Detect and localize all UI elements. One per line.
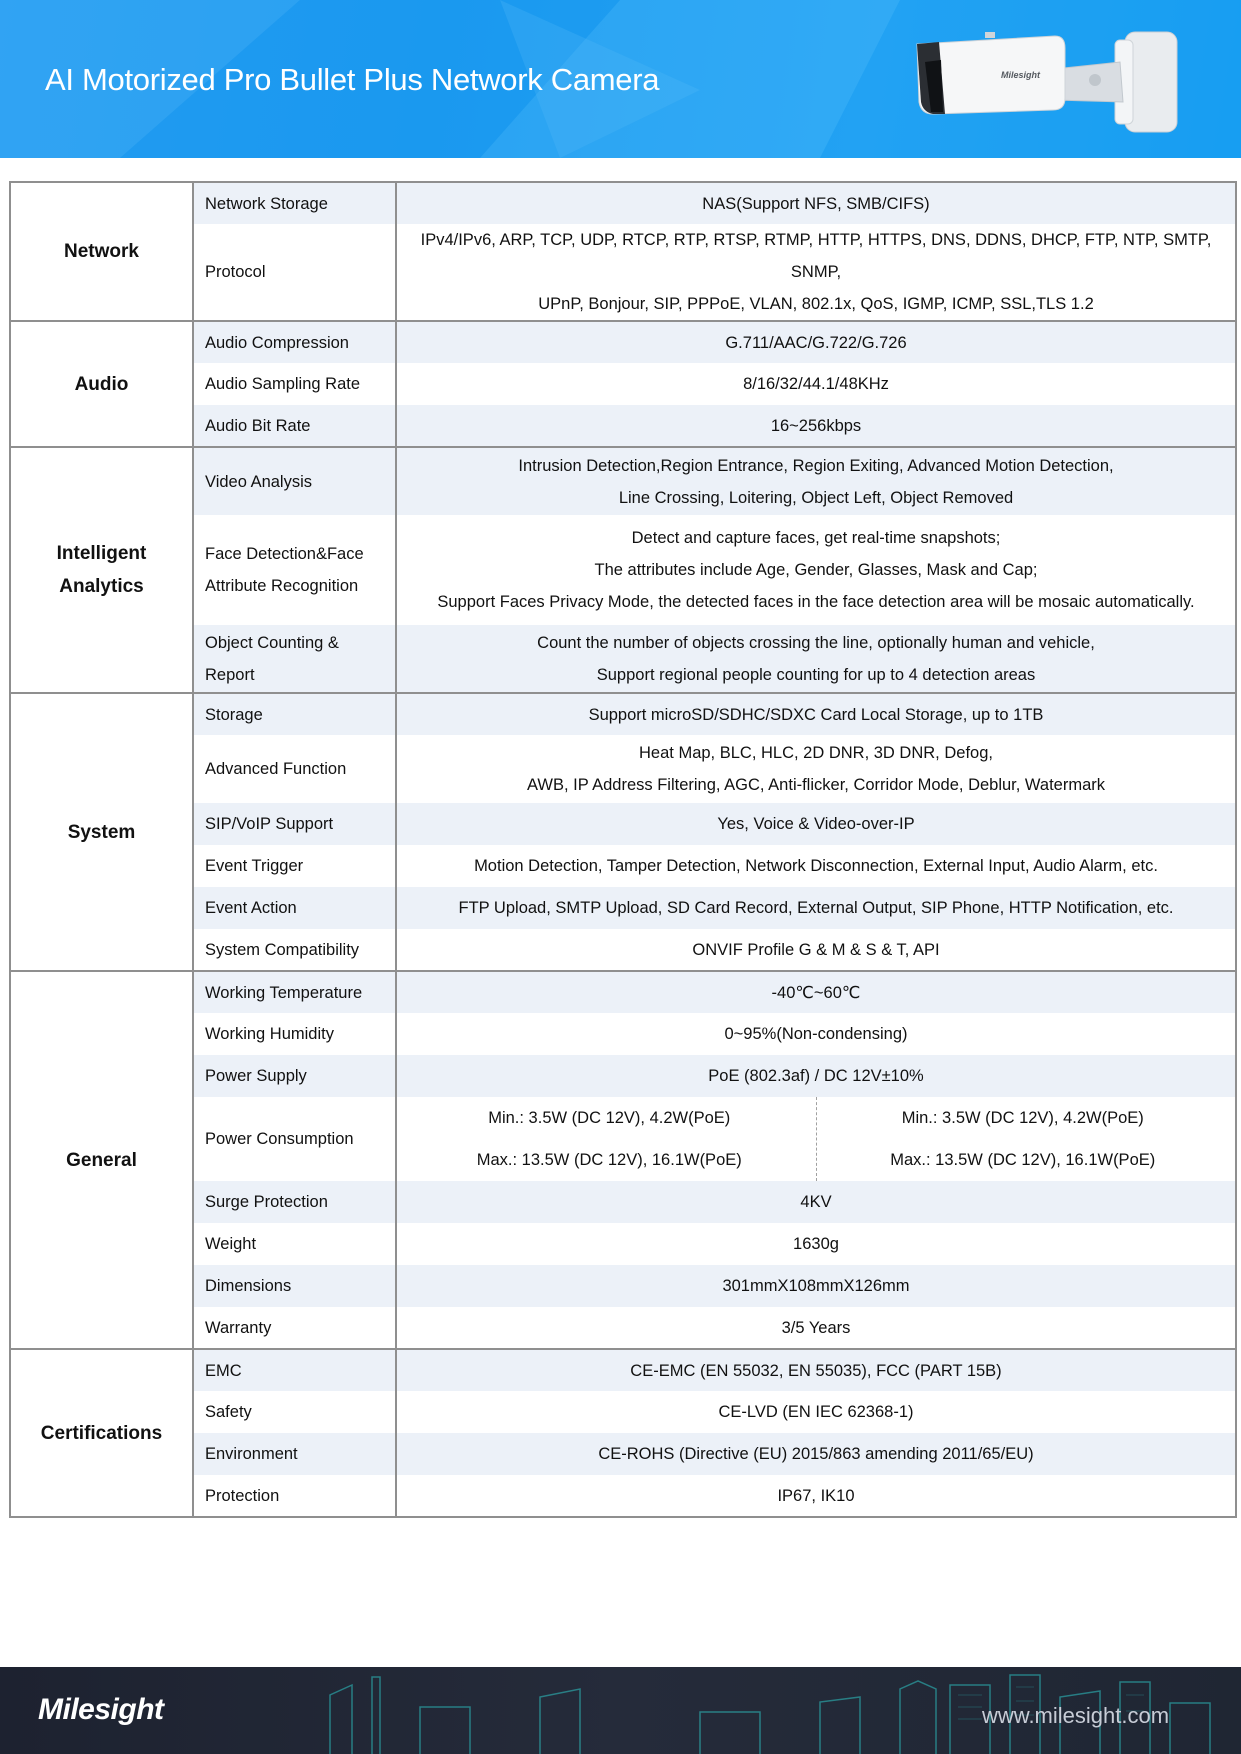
value-line: 16~256kbps — [770, 416, 862, 435]
spec-row — [10, 845, 1236, 887]
feature-cell — [193, 1055, 396, 1097]
feature-cell — [193, 1097, 396, 1181]
feature-cell — [193, 845, 396, 887]
feature-label: Audio Bit Rate — [205, 416, 311, 435]
value-line: Max.: 13.5W (DC 12V), 16.1W(PoE) — [476, 1151, 742, 1169]
feature-label: Network Storage — [205, 194, 328, 213]
value-line: Detect and capture faces, get real-time snapshots; — [631, 529, 1001, 547]
value-cell — [396, 625, 1236, 693]
value-cell — [396, 405, 1236, 447]
feature-label: Working Humidity — [205, 1025, 334, 1043]
value-cell — [396, 929, 1236, 971]
value-cell — [396, 182, 1236, 224]
spec-row — [10, 1307, 1236, 1349]
spec-row — [10, 447, 1236, 515]
feature-cell — [193, 1349, 396, 1391]
section-category — [10, 971, 193, 1349]
feature-label: Power Consumption — [205, 1130, 354, 1148]
section-category — [10, 693, 193, 971]
feature-label: Audio Compression — [205, 333, 349, 352]
spec-row — [10, 1475, 1236, 1517]
value-line: NAS(Support NFS, SMB/CIFS) — [702, 194, 930, 213]
feature-cell — [193, 515, 396, 625]
spec-row — [10, 693, 1236, 735]
value-line: Max.: 13.5W (DC 12V), 16.1W(PoE) — [890, 1151, 1156, 1169]
page-title: AI Motorized Pro Bullet Plus Network Camera — [45, 62, 660, 97]
value-cell — [396, 1391, 1236, 1433]
category-label: Intelligent — [56, 543, 147, 564]
value-line: 0~95%(Non-condensing) — [724, 1025, 908, 1043]
feature-label: Working Temperature — [205, 983, 363, 1002]
feature-cell — [193, 1265, 396, 1307]
feature-label: Object Counting & — [205, 633, 339, 652]
value-line: 1630g — [793, 1235, 839, 1253]
value-cell — [396, 1475, 1236, 1517]
feature-cell — [193, 1433, 396, 1475]
spec-row — [10, 971, 1236, 1013]
feature-label: Environment — [205, 1445, 298, 1463]
feature-label: Warranty — [205, 1318, 272, 1337]
feature-label: Audio Sampling Rate — [205, 375, 361, 393]
value-line: 3/5 Years — [781, 1318, 851, 1337]
specification-table — [9, 181, 1237, 1518]
spec-row — [10, 1433, 1236, 1475]
value-cell — [396, 971, 1236, 1013]
feature-label: Report — [205, 665, 255, 684]
spec-row — [10, 224, 1236, 321]
value-line: Count the number of objects crossing the line, optionally human and vehicle, — [537, 633, 1095, 652]
value-line: Min.: 3.5W (DC 12V), 4.2W(PoE) — [488, 1109, 731, 1127]
section-category — [10, 1349, 193, 1517]
value-cell — [396, 845, 1236, 887]
section-category — [10, 321, 193, 447]
spec-row — [10, 929, 1236, 971]
category-label: General — [66, 1149, 137, 1171]
feature-cell — [193, 803, 396, 845]
section-category — [10, 182, 193, 321]
value-line: 4KV — [800, 1193, 832, 1211]
value-cell — [396, 803, 1236, 845]
feature-cell — [193, 1181, 396, 1223]
value-line: -40℃~60℃ — [771, 983, 861, 1002]
value-line: AWB, IP Address Filtering, AGC, Anti-flicker, Corridor Mode, Deblur, Watermark — [527, 776, 1105, 794]
feature-cell — [193, 1391, 396, 1433]
value-line: ONVIF Profile G & M & S & T, API — [692, 940, 940, 959]
value-line: 8/16/32/44.1/48KHz — [743, 375, 889, 393]
feature-label: Face Detection&Face — [205, 545, 364, 563]
split-value-column — [403, 1097, 817, 1181]
category-label: Network — [64, 241, 139, 262]
value-cell — [396, 515, 1236, 625]
spec-row — [10, 1391, 1236, 1433]
value-line: Heat Map, BLC, HLC, 2D DNR, 3D DNR, Defog, — [639, 744, 993, 762]
feature-cell — [193, 887, 396, 929]
spec-row — [10, 321, 1236, 363]
bullet-camera-image — [905, 22, 1185, 140]
spec-row — [10, 515, 1236, 625]
value-line: The attributes include Age, Gender, Glasses, Mask and Cap; — [594, 561, 1038, 579]
feature-label: Event Trigger — [205, 857, 304, 875]
feature-label: Attribute Recognition — [205, 577, 359, 595]
category-label: Audio — [74, 373, 129, 395]
value-cell — [396, 1307, 1236, 1349]
feature-cell — [193, 693, 396, 735]
value-cell — [396, 887, 1236, 929]
feature-cell — [193, 405, 396, 447]
value-line: Support Faces Privacy Mode, the detected faces in the face detection area will be mosaic automatically. — [437, 593, 1195, 611]
feature-cell — [193, 735, 396, 803]
category-label: Analytics — [59, 576, 144, 597]
feature-label: Advanced Function — [205, 760, 347, 778]
feature-cell — [193, 1223, 396, 1265]
value-cell — [396, 1265, 1236, 1307]
feature-cell — [193, 929, 396, 971]
value-cell — [396, 1433, 1236, 1475]
value-cell — [396, 693, 1236, 735]
feature-cell — [193, 224, 396, 321]
value-cell — [396, 363, 1236, 405]
feature-label: Dimensions — [205, 1277, 292, 1295]
website-url[interactable]: www.milesight.com — [982, 1703, 1170, 1728]
feature-label: Protocol — [205, 263, 266, 281]
spec-row — [10, 735, 1236, 803]
spec-row — [10, 887, 1236, 929]
feature-label: System Compatibility — [205, 940, 360, 959]
spec-row — [10, 1097, 1236, 1181]
value-line: Intrusion Detection,Region Entrance, Region Exiting, Advanced Motion Detection, — [518, 456, 1114, 475]
split-value — [403, 1097, 1229, 1181]
spec-row — [10, 363, 1236, 405]
value-cell — [396, 1097, 1236, 1181]
value-line: CE-LVD (EN IEC 62368-1) — [718, 1403, 914, 1421]
spec-row — [10, 1223, 1236, 1265]
value-line: Min.: 3.5W (DC 12V), 4.2W(PoE) — [901, 1109, 1144, 1127]
value-cell — [396, 1181, 1236, 1223]
feature-cell — [193, 1013, 396, 1055]
value-line: Support regional people counting for up to 4 detection areas — [596, 665, 1036, 684]
spec-row — [10, 1181, 1236, 1223]
value-line: FTP Upload, SMTP Upload, SD Card Record, External Output, SIP Phone, HTTP Notification, etc. — [458, 899, 1174, 917]
feature-label: Protection — [205, 1486, 280, 1505]
value-cell — [396, 1055, 1236, 1097]
value-line: Line Crossing, Loitering, Object Left, Object Removed — [618, 488, 1014, 507]
value-line: G.711/AAC/G.722/G.726 — [725, 333, 907, 352]
value-line: IP67, IK10 — [777, 1486, 855, 1505]
feature-label: Surge Protection — [205, 1193, 328, 1211]
spec-row — [10, 1013, 1236, 1055]
feature-label: Event Action — [205, 899, 297, 917]
split-value-column — [817, 1097, 1230, 1181]
value-cell — [396, 321, 1236, 363]
category-label: System — [67, 821, 136, 843]
value-cell — [396, 1223, 1236, 1265]
camera-brand-label: Milesight — [1001, 70, 1041, 80]
value-cell — [396, 447, 1236, 515]
spec-row — [10, 1265, 1236, 1307]
feature-cell — [193, 971, 396, 1013]
spec-row — [10, 1055, 1236, 1097]
footer-banner — [0, 1667, 1241, 1754]
spec-row — [10, 182, 1236, 224]
feature-cell — [193, 363, 396, 405]
feature-label: Safety — [205, 1403, 252, 1421]
feature-cell — [193, 1307, 396, 1349]
feature-cell — [193, 625, 396, 693]
spec-row — [10, 1349, 1236, 1391]
value-line: 301mmX108mmX126mm — [722, 1277, 910, 1295]
feature-label: Weight — [205, 1235, 257, 1253]
feature-cell — [193, 182, 396, 224]
value-line: Motion Detection, Tamper Detection, Network Disconnection, External Input, Audio Alarm, etc. — [474, 857, 1158, 875]
feature-cell — [193, 321, 396, 363]
feature-label: Power Supply — [205, 1067, 307, 1085]
value-cell — [396, 735, 1236, 803]
feature-label: EMC — [205, 1361, 242, 1380]
value-line: IPv4/IPv6, ARP, TCP, UDP, RTCP, RTP, RTSP, RTMP, HTTP, HTTPS, DNS, DDNS, DHCP, FTP, NTP, SMTP, SNMP, — [420, 231, 1212, 281]
category-label: Certifications — [40, 1422, 163, 1444]
value-line: PoE (802.3af) / DC 12V±10% — [708, 1067, 924, 1085]
value-line: CE-EMC (EN 55032, EN 55035), FCC (PART 15B) — [630, 1361, 1002, 1380]
feature-label: SIP/VoIP Support — [205, 815, 334, 833]
feature-label: Storage — [205, 705, 263, 724]
header-banner — [0, 0, 1241, 158]
value-line: Yes, Voice & Video-over-IP — [717, 815, 915, 833]
spec-row — [10, 803, 1236, 845]
spec-row — [10, 625, 1236, 693]
feature-cell — [193, 447, 396, 515]
spec-row — [10, 405, 1236, 447]
value-cell — [396, 1349, 1236, 1391]
milesight-logo: Milesight — [38, 1693, 164, 1726]
feature-cell — [193, 1475, 396, 1517]
value-line: Support microSD/SDHC/SDXC Card Local Storage, up to 1TB — [588, 705, 1044, 724]
value-cell — [396, 1013, 1236, 1055]
value-line: CE-ROHS (Directive (EU) 2015/863 amending 2011/65/EU) — [598, 1445, 1034, 1463]
value-cell — [396, 224, 1236, 321]
value-line: UPnP, Bonjour, SIP, PPPoE, VLAN, 802.1x, QoS, IGMP, ICMP, SSL,TLS 1.2 — [538, 295, 1094, 313]
feature-label: Video Analysis — [205, 472, 313, 491]
section-category — [10, 447, 193, 693]
